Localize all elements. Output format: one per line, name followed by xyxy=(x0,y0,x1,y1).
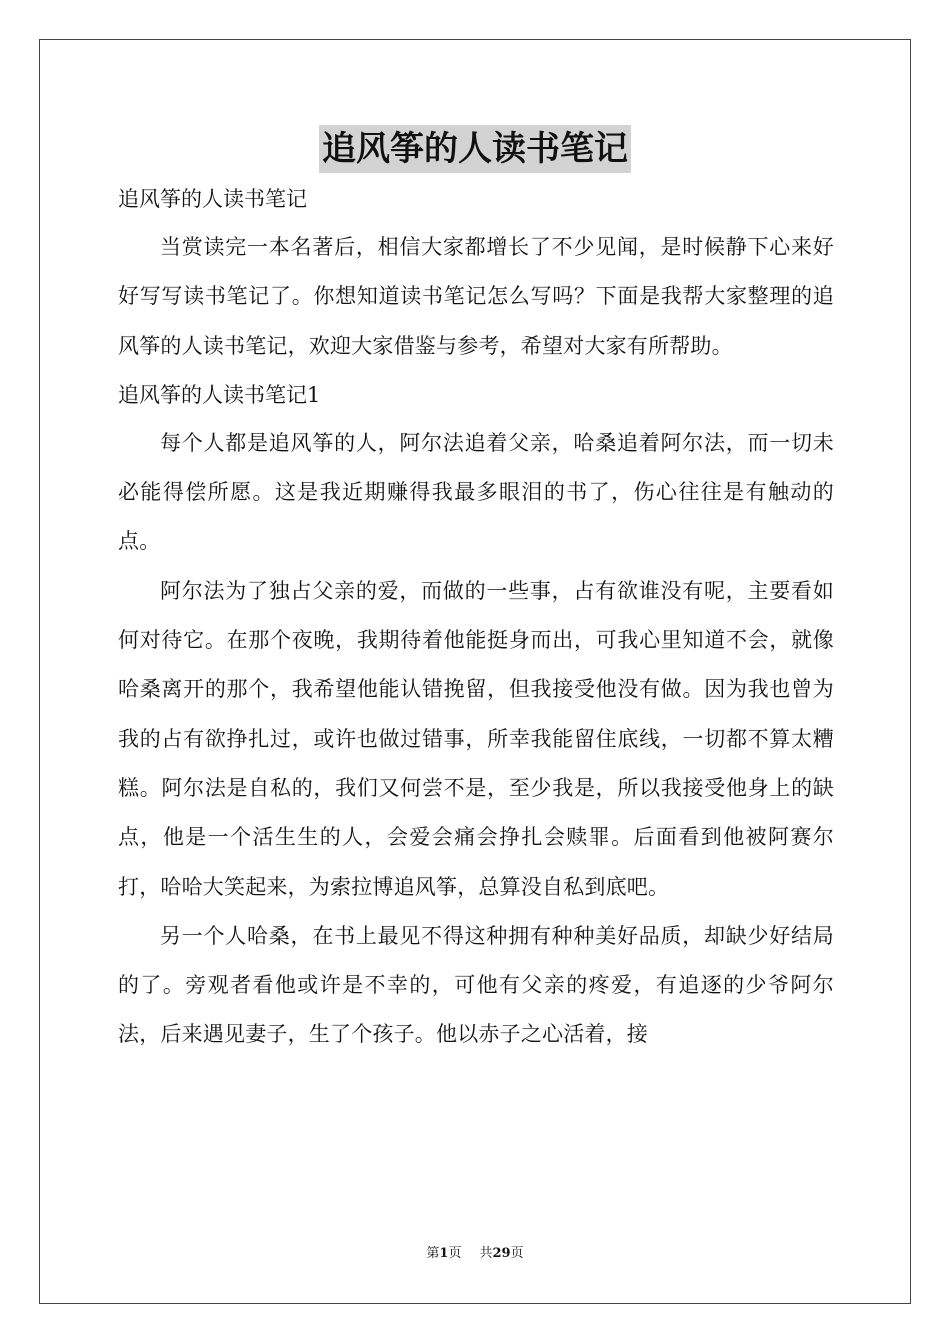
section-heading: 追风筝的人读书笔记1 xyxy=(118,382,321,407)
page-suffix: 页 xyxy=(448,1246,462,1261)
document-title xyxy=(0,124,950,174)
total-prefix: 共 xyxy=(479,1246,493,1261)
document-subtitle: 追风筝的人读书笔记 xyxy=(118,187,307,211)
body-paragraph-1: 每个人都是追风筝的人，阿尔法追着父亲，哈桑追着阿尔法，而一切未必能得偿所愿。这是我近期赚得我最多眼泪的书了，伤心往往是有触动的点。 xyxy=(118,430,834,554)
total-suffix: 页 xyxy=(510,1246,524,1261)
page-number: 1 xyxy=(439,1246,449,1261)
body-paragraph-2: 阿尔法为了独占父亲的爱，而做的一些事，占有欲谁没有呢，主要看如何对待它。在那个夜晚，我期待着他能挺身而出，可我心里知道不会，就像哈桑离开的那个，我希望他能认错挽留，但我接受他没有做。因为我也曾为我的占有欲挣扎过，或许也做过错事，所幸我能留住底线，一切都不算太糟糕。阿尔法是自私的，我们又何尝不是，至少我是，所以我接受他身上的缺点，他是一个活生生的人，会爱会痛会挣扎会赎罪。后面看到他被阿赛尔打，哈哈大笑起来，为索拉博追风筝，总算没自私到底吧。 xyxy=(118,578,834,899)
page-footer xyxy=(0,1244,950,1264)
body-paragraph-3: 另一个人哈桑，在书上最见不得这种拥有种种美好品质，却缺少好结局的了。旁观者看他或许是不幸的，可他有父亲的疼爱，有追逐的少爷阿尔法，后来遇见妻子，生了个孩子。他以赤子之心活着，接 xyxy=(118,923,834,1047)
intro-paragraph: 当赏读完一本名著后，相信大家都增长了不少见闻，是时候静下心来好好写写读书笔记了。你想知道读书笔记怎么写吗？下面是我帮大家整理的追风筝的人读书笔记，欢迎大家借鉴与参考，希望对大家有所帮助。 xyxy=(118,235,834,358)
document-body xyxy=(118,175,834,1060)
document-title-text: 追风筝的人读书笔记 xyxy=(319,125,631,173)
page-prefix: 第 xyxy=(426,1246,440,1261)
total-pages: 29 xyxy=(492,1246,511,1261)
